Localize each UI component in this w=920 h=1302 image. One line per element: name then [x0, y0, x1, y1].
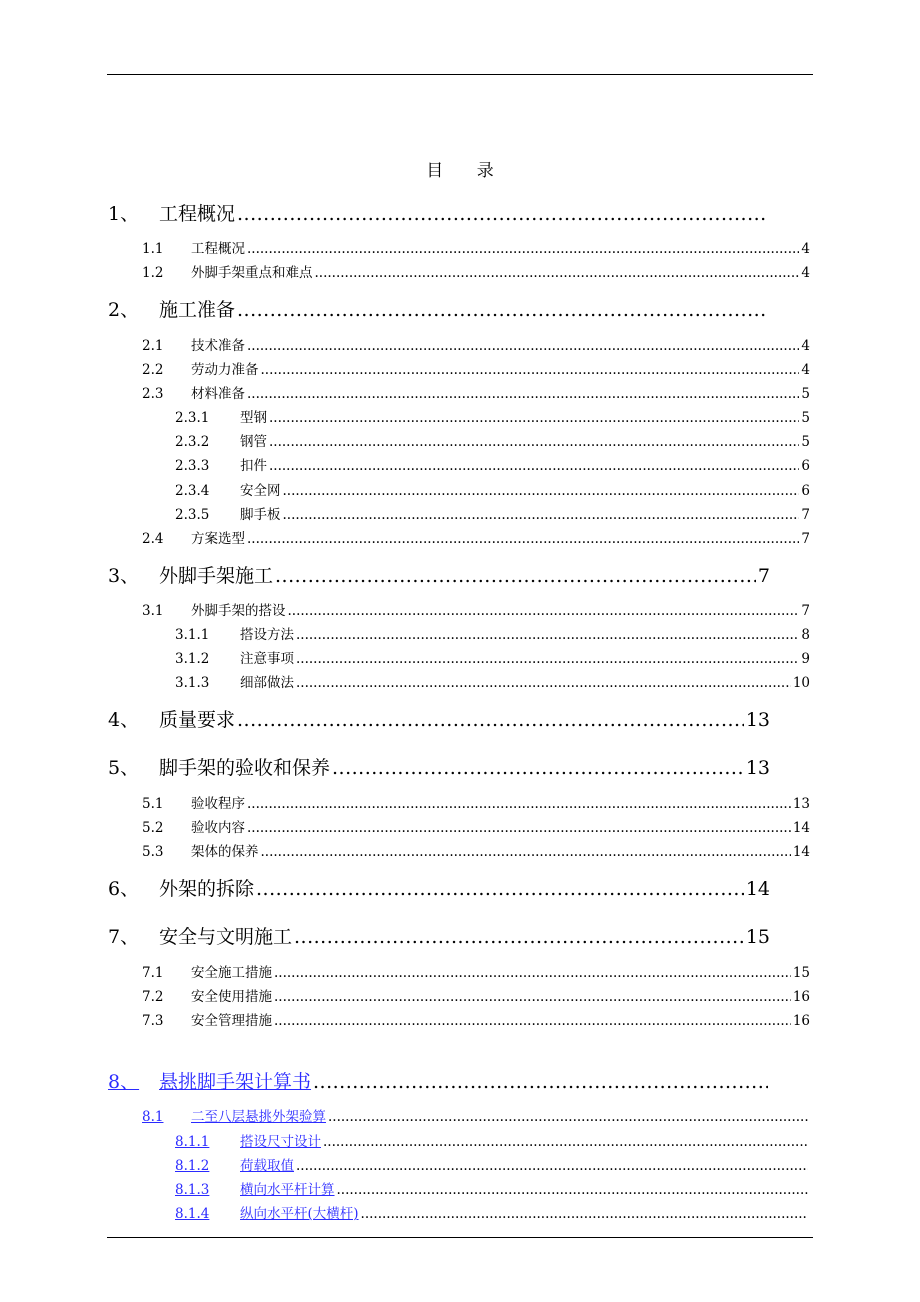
toc-leader [361, 1206, 808, 1222]
toc-entry-8-1[interactable] [142, 1105, 810, 1125]
toc-text: 钢管 [240, 434, 267, 450]
toc-text: 二至八层悬挑外架验算 [191, 1109, 326, 1125]
toc-leader [296, 1158, 808, 1174]
toc-number: 8.1 [142, 1109, 164, 1125]
toc-text: 外脚手架施工 [159, 565, 274, 587]
toc-leader [275, 565, 756, 587]
toc-entry-6[interactable] [108, 874, 770, 901]
header-rule [107, 74, 813, 75]
toc-leader [288, 603, 800, 619]
toc-text: 脚手架的验收和保养 [159, 757, 331, 779]
toc-number: 7.2 [142, 989, 164, 1005]
toc-leader [332, 757, 744, 779]
toc-entry-3-1[interactable] [142, 599, 810, 619]
toc-page: 8 [801, 627, 810, 643]
toc-text: 注意事项 [240, 651, 294, 667]
toc-entry-8-1-1[interactable] [175, 1130, 810, 1150]
toc-text: 工程概况 [191, 241, 245, 257]
toc-page: 15 [792, 965, 810, 981]
toc-leader [261, 362, 800, 378]
toc-entry-2-4[interactable] [142, 527, 810, 547]
toc-leader [237, 203, 768, 225]
toc-text: 悬挑脚手架计算书 [159, 1071, 312, 1093]
toc-page: 13 [745, 757, 770, 779]
toc-text: 安全网 [240, 483, 281, 499]
toc-page: 14 [745, 878, 770, 900]
toc-entry-8-1-4[interactable] [175, 1202, 810, 1222]
toc-entry-5[interactable] [108, 753, 770, 780]
toc-text: 安全与文明施工 [159, 926, 293, 948]
toc-text: 外脚手架重点和难点 [191, 265, 313, 281]
toc-text: 架体的保养 [191, 844, 259, 860]
toc-number: 5、 [108, 757, 140, 779]
toc-leader [313, 1071, 768, 1093]
toc-number: 2、 [108, 299, 140, 321]
toc-entry-2-3[interactable] [142, 382, 810, 402]
toc-entry-1[interactable] [108, 199, 770, 226]
toc-entry-1-1[interactable] [142, 237, 810, 257]
toc-page: 4 [801, 362, 810, 378]
footer-rule [107, 1237, 813, 1238]
toc-number: 8.1.1 [175, 1134, 210, 1150]
toc-entry-5-2[interactable] [142, 816, 810, 836]
toc-entry-3-1-3[interactable] [175, 671, 810, 691]
toc-title: 目 录 [426, 161, 508, 181]
toc-leader [337, 1182, 809, 1198]
toc-page: 7 [801, 603, 810, 619]
toc-entry-7-2[interactable] [142, 985, 810, 1005]
toc-number: 5.2 [142, 820, 164, 836]
toc-page: 16 [792, 989, 810, 1005]
toc-page: 13 [745, 709, 770, 731]
toc-leader [269, 434, 799, 450]
toc-text: 验收程序 [191, 796, 245, 812]
toc-leader [328, 1109, 808, 1125]
toc-number: 2.4 [142, 531, 164, 547]
toc-text: 质量要求 [159, 709, 236, 731]
toc-text: 施工准备 [159, 299, 236, 321]
toc-leader [261, 844, 791, 860]
toc-leader [247, 820, 791, 836]
toc-page: 7 [801, 507, 810, 523]
toc-leader [247, 338, 799, 354]
toc-leader [296, 651, 799, 667]
toc-page: 6 [801, 483, 810, 499]
toc-number: 2.2 [142, 362, 164, 378]
toc-number: 2.3.2 [175, 434, 210, 450]
toc-page: 7 [801, 531, 810, 547]
toc-leader [294, 926, 744, 948]
toc-number: 2.1 [142, 338, 164, 354]
toc-page: 16 [792, 1013, 810, 1029]
toc-entry-2-3-5[interactable] [175, 503, 810, 523]
toc-entry-8[interactable] [108, 1067, 770, 1094]
toc-number: 2.3.5 [175, 507, 210, 523]
toc-page: 14 [792, 844, 810, 860]
toc-text: 安全管理措施 [191, 1013, 272, 1029]
toc-leader [315, 265, 800, 281]
toc-page: 5 [801, 386, 810, 402]
toc-text: 型钢 [240, 410, 267, 426]
toc-entry-3-1-1[interactable] [175, 623, 810, 643]
toc-leader [247, 531, 799, 547]
toc-page: 4 [801, 265, 810, 281]
toc-leader [247, 241, 799, 257]
toc-number: 1.2 [142, 265, 164, 281]
toc-entry-2-3-2[interactable] [175, 430, 810, 450]
toc-text: 横向水平杆计算 [240, 1182, 335, 1198]
toc-leader [323, 1134, 808, 1150]
toc-text: 脚手板 [240, 507, 281, 523]
toc-number: 1.1 [142, 241, 164, 257]
toc-entry-3[interactable] [108, 561, 770, 588]
toc-text: 扣件 [240, 458, 267, 474]
toc-text: 方案选型 [191, 531, 245, 547]
toc-number: 7、 [108, 926, 140, 948]
toc-leader [247, 386, 799, 402]
toc-entry-2-3-4[interactable] [175, 479, 810, 499]
toc-text: 荷载取值 [240, 1158, 294, 1174]
toc-leader [256, 878, 744, 900]
toc-text: 外脚手架的搭设 [191, 603, 286, 619]
toc-number: 8.1.4 [175, 1206, 210, 1222]
toc-text: 劳动力准备 [191, 362, 259, 378]
toc-text: 纵向水平杆(大横杆) [240, 1206, 359, 1222]
toc-number: 5.1 [142, 796, 164, 812]
toc-number: 3、 [108, 565, 140, 587]
toc-page: 5 [801, 410, 810, 426]
toc-text: 技术准备 [191, 338, 245, 354]
toc-entry-2-3-1[interactable] [175, 406, 810, 426]
toc-entry-3-1-2[interactable] [175, 647, 810, 667]
toc-number: 5.3 [142, 844, 164, 860]
toc-number: 3.1 [142, 603, 164, 619]
toc-entry-2-2[interactable] [142, 358, 810, 378]
toc-number: 3.1.1 [175, 627, 210, 643]
toc-number: 3.1.3 [175, 675, 210, 691]
toc-number: 1、 [108, 203, 140, 225]
toc-leader [274, 1013, 791, 1029]
toc-leader [296, 675, 791, 691]
toc-number: 7.3 [142, 1013, 164, 1029]
toc-number: 7.1 [142, 965, 164, 981]
toc-text: 外架的拆除 [159, 878, 255, 900]
toc-text: 搭设方法 [240, 627, 294, 643]
toc-leader [237, 299, 768, 321]
toc-number: 2.3.4 [175, 483, 210, 499]
toc-leader [283, 483, 800, 499]
toc-entry-2-1[interactable] [142, 334, 810, 354]
toc-leader [269, 410, 799, 426]
toc-text: 安全使用措施 [191, 989, 272, 1005]
toc-leader [237, 709, 744, 731]
toc-entry-8-1-2[interactable] [175, 1154, 810, 1174]
toc-text: 细部做法 [240, 675, 294, 691]
toc-entry-7-3[interactable] [142, 1009, 810, 1029]
toc-number: 8、 [108, 1071, 140, 1093]
toc-entry-2[interactable] [108, 295, 770, 322]
toc-page: 4 [801, 338, 810, 354]
toc-leader [274, 989, 791, 1005]
toc-leader [247, 796, 791, 812]
toc-text: 搭设尺寸设计 [240, 1134, 321, 1150]
toc-page: 6 [801, 458, 810, 474]
toc-entry-1-2[interactable] [142, 261, 810, 281]
toc-number: 3.1.2 [175, 651, 210, 667]
toc-entry-5-3[interactable] [142, 840, 810, 860]
toc-text: 材料准备 [191, 386, 245, 402]
toc-page: 4 [801, 241, 810, 257]
toc-entry-7[interactable] [108, 922, 770, 949]
toc-page: 7 [757, 565, 770, 587]
toc-page: 13 [792, 796, 810, 812]
toc-page: 10 [792, 675, 810, 691]
toc-number: 2.3 [142, 386, 164, 402]
toc-leader [296, 627, 799, 643]
toc-page: 9 [801, 651, 810, 667]
toc-entry-2-3-3[interactable] [175, 454, 810, 474]
toc-page: 15 [745, 926, 770, 948]
toc-number: 2.3.1 [175, 410, 210, 426]
toc-text: 工程概况 [159, 203, 236, 225]
toc-number: 2.3.3 [175, 458, 210, 474]
toc-number: 4、 [108, 709, 140, 731]
toc-leader [283, 507, 800, 523]
toc-text: 验收内容 [191, 820, 245, 836]
toc-leader [269, 458, 799, 474]
toc-entry-5-1[interactable] [142, 792, 810, 812]
toc-page: 14 [792, 820, 810, 836]
toc-page: 5 [801, 434, 810, 450]
toc-number: 8.1.2 [175, 1158, 210, 1174]
toc-entry-7-1[interactable] [142, 961, 810, 981]
toc-number: 6、 [108, 878, 140, 900]
toc-leader [274, 965, 791, 981]
toc-text: 安全施工措施 [191, 965, 272, 981]
toc-number: 8.1.3 [175, 1182, 210, 1198]
toc-entry-8-1-3[interactable] [175, 1178, 810, 1198]
toc-entry-4[interactable] [108, 705, 770, 732]
